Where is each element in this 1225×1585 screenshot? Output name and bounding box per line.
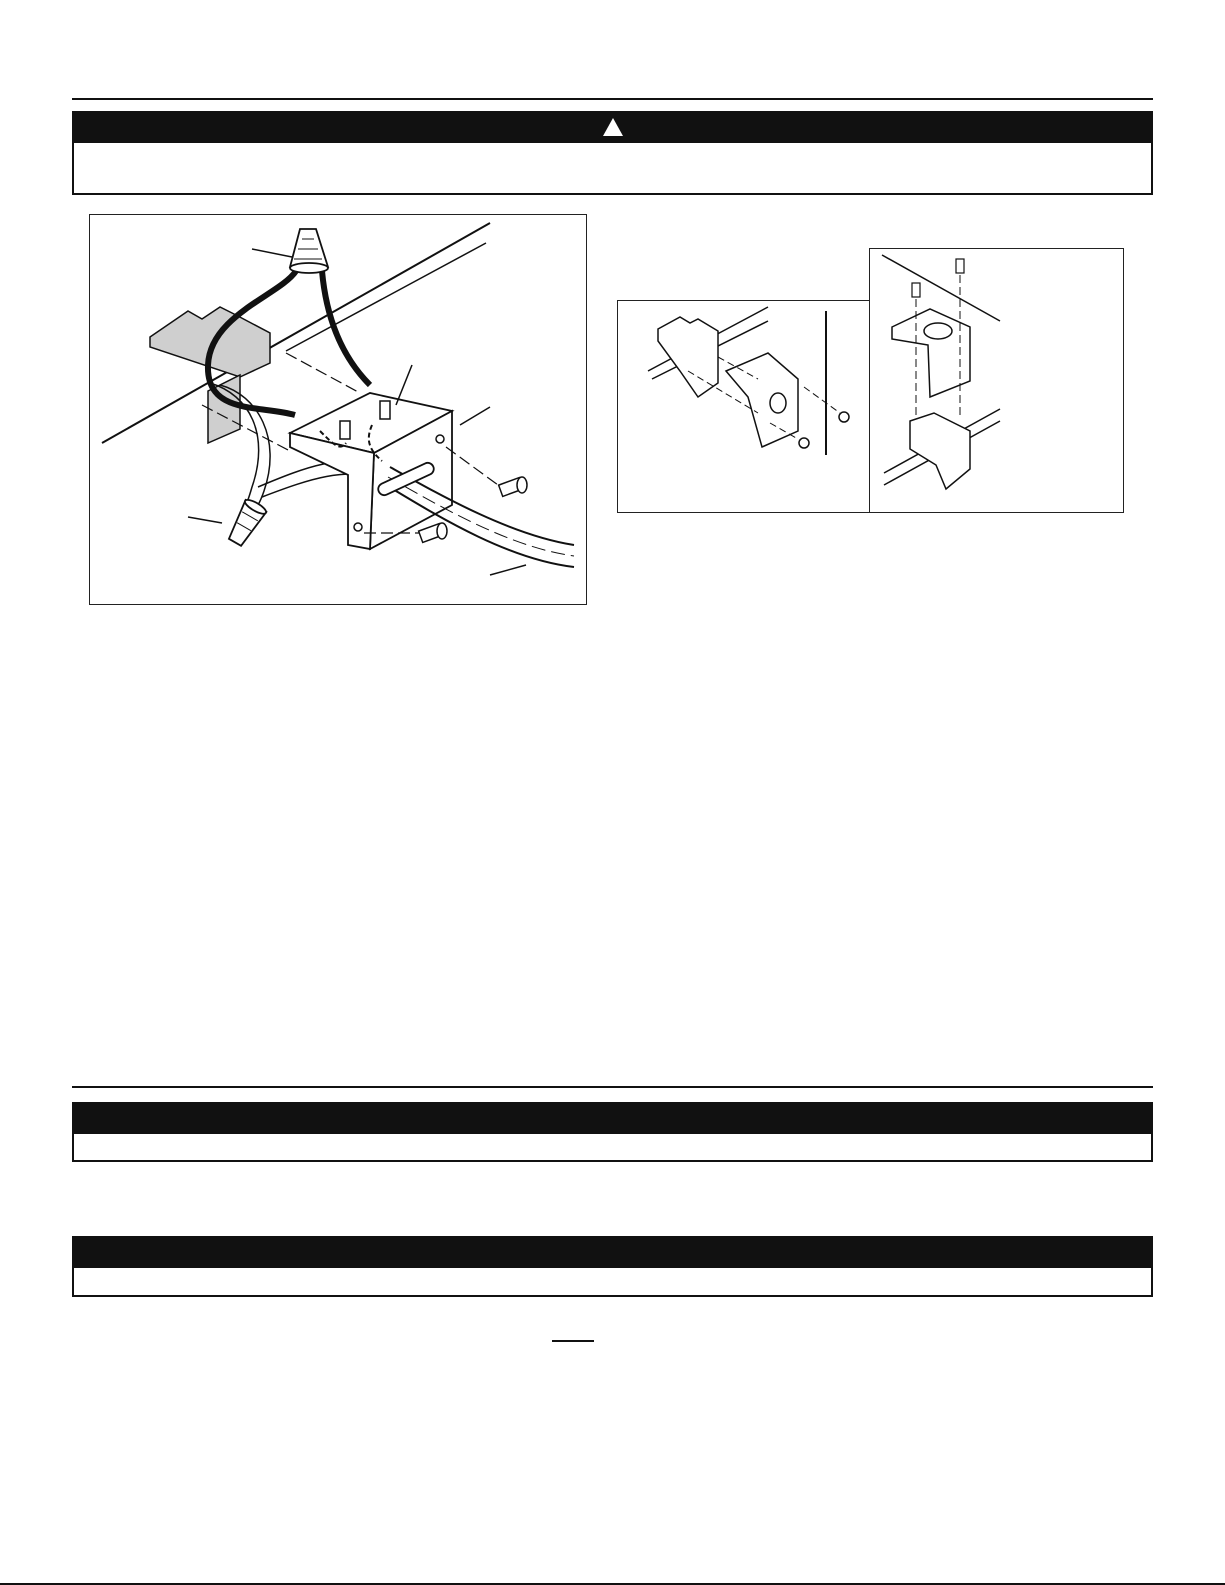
warning-triangle-icon (602, 117, 624, 137)
caution-box-1 (72, 1102, 1153, 1162)
mounting-illustration-top (869, 248, 1124, 513)
screw-icon (799, 438, 809, 448)
wiring-illustration (89, 214, 587, 605)
warning-box-top (72, 111, 1153, 195)
wire-nut-top-icon (290, 229, 328, 273)
caution-header-bar-2 (74, 1238, 1151, 1268)
section-top-rule (72, 98, 1153, 100)
screw-icon (912, 283, 920, 297)
wire-nut-bottom-icon (225, 497, 268, 548)
wiring-illustration-drawing (90, 215, 588, 606)
warning-header-bar (74, 113, 1151, 143)
section-middle-rule (72, 1086, 1153, 1088)
caution-box-2 (72, 1236, 1153, 1297)
top-mount-drawing (870, 249, 1125, 514)
screw-icon (839, 412, 849, 422)
caution-header-bar-1 (74, 1104, 1151, 1134)
underline-mark (552, 1340, 594, 1342)
screw-bottom-icon (419, 523, 447, 542)
mounting-illustration-side (617, 300, 871, 513)
screw-icon (956, 259, 964, 273)
screw-right-icon (499, 477, 527, 496)
side-mount-drawing (618, 301, 872, 514)
